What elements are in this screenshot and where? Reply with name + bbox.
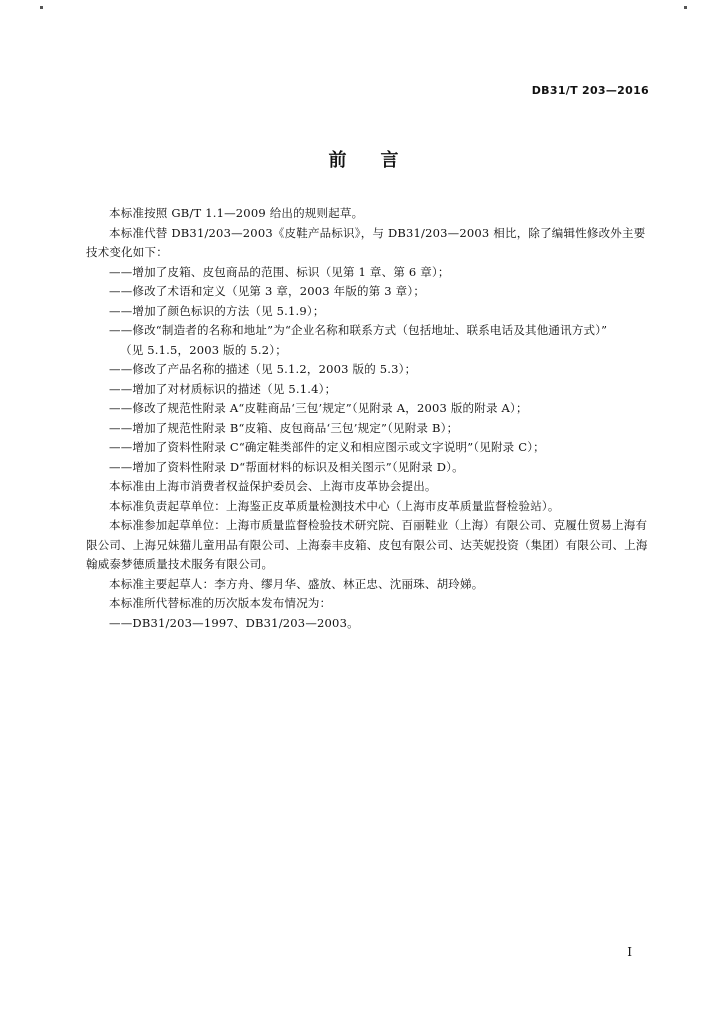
list-item: ——DB31/203—1997、DB31/203—2003。	[109, 615, 359, 630]
paragraph: 本标准按照 GB/T 1.1—2009 给出的规则起草。	[109, 206, 364, 220]
paragraph: 本标准主要起草人：李方舟、缪月华、盛放、林正忠、沈丽珠、胡玲娣。	[109, 576, 484, 591]
page-title: 前言	[328, 150, 433, 171]
list-item: ——修改了产品名称的描述（见 5.1.2，2003 版的 5.3）；	[109, 362, 417, 376]
list-item: ——增加了资料性附录 D“帮面材料的标识及相关图示”（见附录 D）。	[109, 459, 464, 474]
list-item: ——修改了规范性附录 A“皮鞋商品‘三包’规定”（见附录 A，2003 版的附录 A）；	[109, 401, 528, 415]
corner-mark-right	[684, 6, 687, 9]
list-item: ——修改了术语和定义（见第 3 章，2003 年版的第 3 章）；	[109, 284, 426, 298]
page-number: I	[627, 945, 632, 959]
preface-body	[86, 204, 648, 633]
list-item: ——修改“制造者的名称和地址”为“企业名称和联系方式（包括地址、联系电话及其他通讯方式）”	[109, 323, 608, 337]
paragraph: 本标准参加起草单位：上海市质量监督检验技术研究院、百丽鞋业（上海）有限公司、克履仕贸易上海有限公司、上海兄妹猫儿童用品有限公司、上海泰丰皮箱、皮包有限公司、达芙妮投资（集团）有限公司、上海翰威泰梦德质量技术服务有限公司。	[86, 518, 648, 571]
paragraph: 本标准所代替标准的历次版本发布情况为：	[109, 596, 332, 610]
list-item: ——增加了对材质标识的描述（见 5.1.4）；	[109, 381, 337, 396]
paragraph: 本标准代替 DB31/203—2003《皮鞋产品标识》，与 DB31/203—2003 相比，除了编辑性修改外主要技术变化如下：	[86, 225, 646, 259]
list-item: ——增加了颜色标识的方法（见 5.1.9）；	[109, 303, 325, 318]
paragraph: 本标准由上海市消费者权益保护委员会、上海市皮革协会提出。	[109, 479, 437, 493]
list-item: ——增加了规范性附录 B“皮箱、皮包商品‘三包’规定”（见附录 B）；	[109, 420, 459, 435]
corner-mark-left	[40, 6, 43, 9]
paragraph: 本标准负责起草单位：上海鉴正皮革质量检测技术中心（上海市皮革质量监督检验站）。	[109, 498, 560, 513]
list-item-continuation: （见 5.1.5，2003 版的 5.2）；	[120, 342, 287, 357]
standard-code: DB31/T 203—2016	[531, 84, 649, 97]
list-item: ——增加了资料性附录 C“确定鞋类部件的定义和相应图示或文字说明”（见附录 C）；	[109, 440, 545, 454]
list-item: ——增加了皮箱、皮包商品的范围、标识（见第 1 章、第 6 章）；	[109, 264, 450, 279]
